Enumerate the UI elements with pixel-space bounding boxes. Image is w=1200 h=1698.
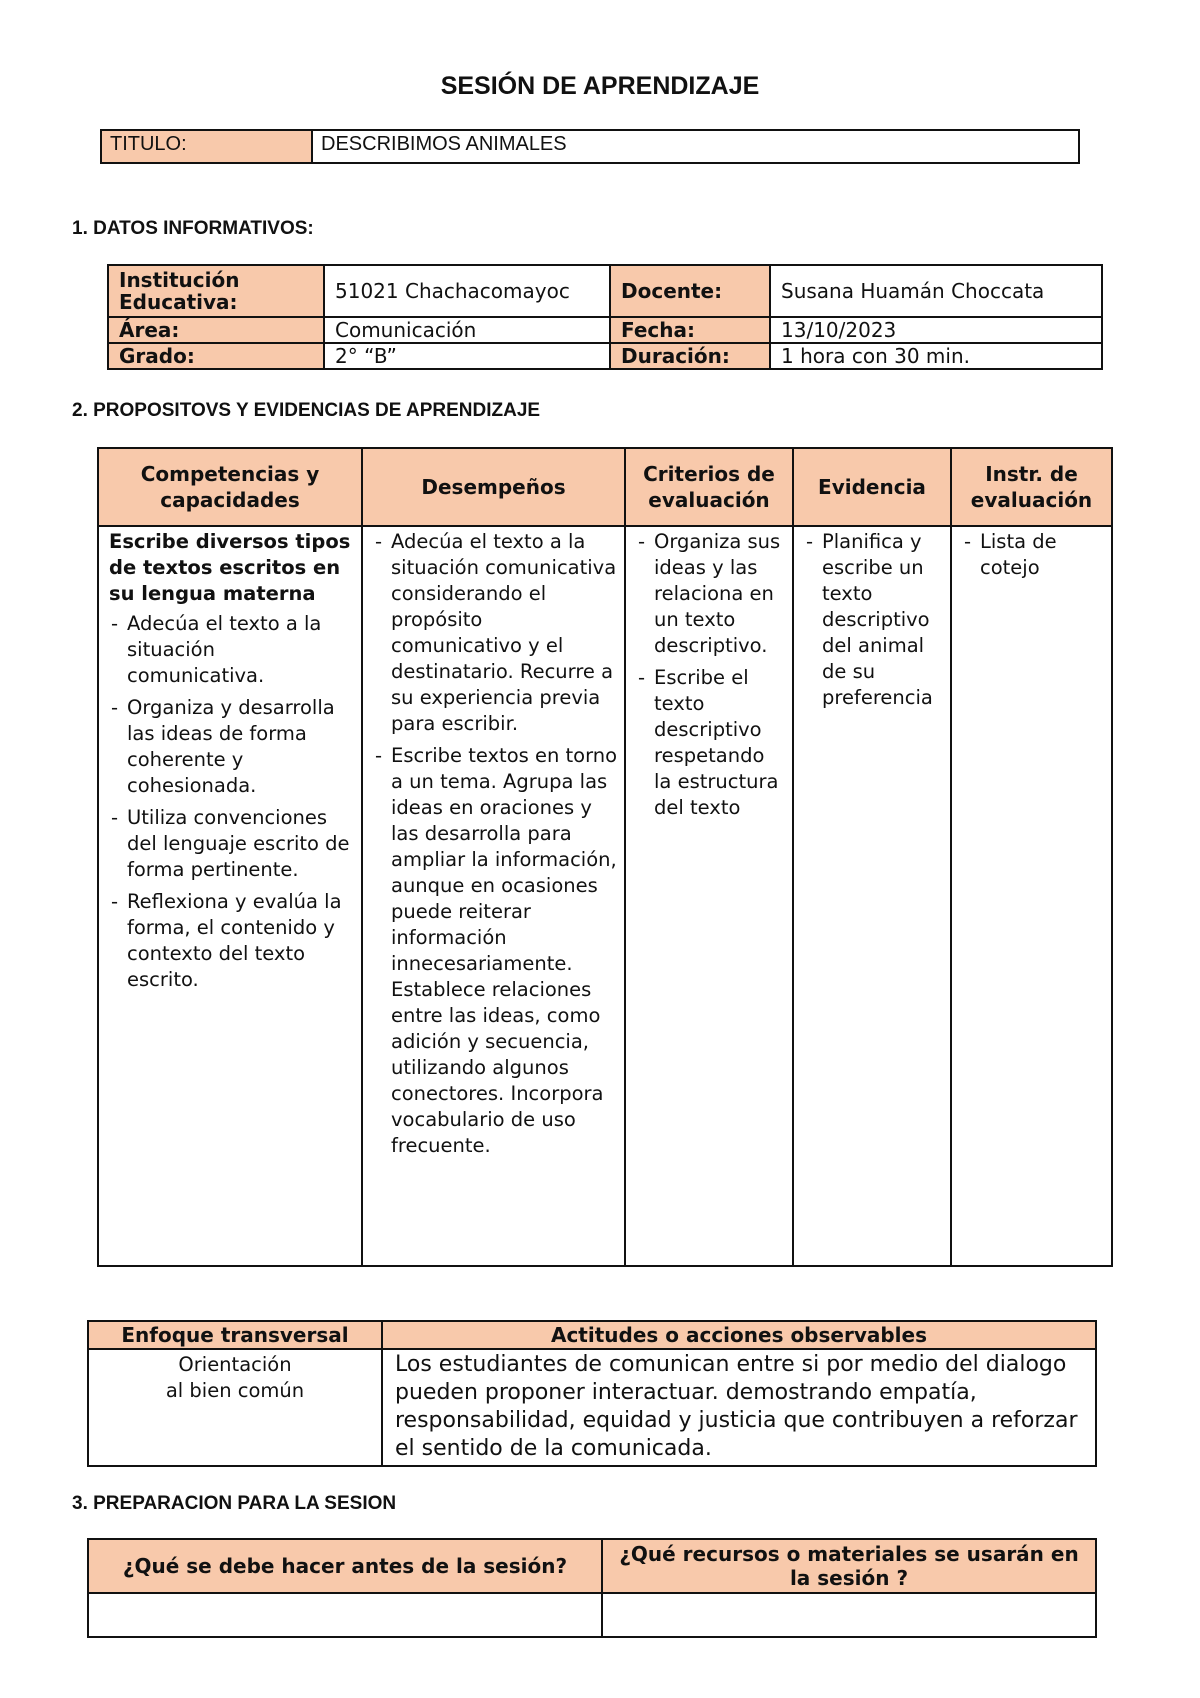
grado-value: 2° “B” (324, 343, 610, 369)
titulo-label: TITULO: (101, 130, 312, 163)
list-item: - Planifica y escribe un texto descriptivo del animal de su preferencia (804, 529, 944, 711)
list-item: - Lista de cotejo (962, 529, 1105, 581)
grado-label: Grado: (108, 343, 324, 369)
evidencia-cell (793, 526, 951, 1266)
recursos-cell (602, 1593, 1096, 1637)
list-item: - Organiza sus ideas y las relaciona en un texto descriptivo. (636, 529, 786, 659)
titulo-value: DESCRIBIMOS ANIMALES (312, 130, 1079, 163)
desempenos-cell (362, 526, 625, 1266)
section-heading-preparacion: 3. PREPARACION PARA LA SESION (72, 1493, 397, 1514)
enfoque-table (87, 1320, 1097, 1467)
list-item: - Escribe textos en torno a un tema. Agrupa las ideas en oraciones y las desarrolla para ampliar la información, aunque en ocasiones puede reiterar información innecesariamente. Establece relaciones entre las ideas, como adición y secuencia, utilizando algunos conectores. Incorpora vocabulario de uso frecuente. (373, 743, 618, 1159)
duracion-value: 1 hora con 30 min. (770, 343, 1102, 369)
institucion-value: 51021 Chachacomayoc (324, 265, 610, 317)
list-item: - Organiza y desarrolla las ideas de forma coherente y cohesionada. (109, 695, 355, 799)
header-enfoque: Enfoque transversal (88, 1321, 382, 1349)
enfoque-line-1: Orientación (178, 1353, 292, 1376)
competencias-cell (98, 526, 362, 1266)
fecha-value: 13/10/2023 (770, 317, 1102, 343)
capacidades-list (109, 611, 355, 993)
header-competencias: Competencias y capacidades (98, 448, 362, 526)
header-instrumento: Instr. de evaluación (951, 448, 1112, 526)
docente-label: Docente: (610, 265, 770, 317)
area-value: Comunicación (324, 317, 610, 343)
criterios-cell (625, 526, 793, 1266)
header-antes: ¿Qué se debe hacer antes de la sesión? (88, 1539, 602, 1593)
enfoque-cell (88, 1349, 382, 1466)
document-title: SESIÓN DE APRENDIZAJE (440, 72, 760, 100)
criterios-list (636, 529, 786, 821)
header-desempenos: Desempeños (362, 448, 625, 526)
docente-value: Susana Huamán Choccata (770, 265, 1102, 317)
desempenos-list (373, 529, 618, 1159)
header-actitudes: Actitudes o acciones observables (382, 1321, 1096, 1349)
header-criterios: Criterios de evaluación (625, 448, 793, 526)
section-heading-propositos: 2. PROPOSITOVS Y EVIDENCIAS DE APRENDIZAJE (72, 400, 541, 421)
evidencia-list (804, 529, 944, 711)
instrumento-list (962, 529, 1105, 581)
list-item: - Reflexiona y evalúa la forma, el contenido y contexto del texto escrito. (109, 889, 355, 993)
list-item: - Adecúa el texto a la situación comunicativa considerando el propósito comunicativo y el destinatario. Recurre a su experiencia previa para escribir. (373, 529, 618, 737)
list-item: - Adecúa el texto a la situación comunicativa. (109, 611, 355, 689)
institucion-label: Institución Educativa: (108, 265, 324, 317)
preparacion-table (87, 1538, 1097, 1638)
duracion-label: Duración: (610, 343, 770, 369)
list-item: - Utiliza convenciones del lenguaje escrito de forma pertinente. (109, 805, 355, 883)
instrumento-cell (951, 526, 1112, 1266)
section-heading-datos: 1. DATOS INFORMATIVOS: (72, 218, 314, 239)
header-evidencia: Evidencia (793, 448, 951, 526)
datos-table (107, 264, 1103, 370)
list-item: - Escribe el texto descriptivo respetando la estructura del texto (636, 665, 786, 821)
antes-cell (88, 1593, 602, 1637)
competencia-title: Escribe diversos tipos de textos escritos en su lengua materna (109, 530, 351, 605)
header-recursos: ¿Qué recursos o materiales se usarán en la sesión ? (602, 1539, 1096, 1593)
fecha-label: Fecha: (610, 317, 770, 343)
titulo-table (100, 129, 1080, 164)
actitudes-cell: Los estudiantes de comunican entre si por medio del dialogo pueden proponer interactuar. demostrando empatía, responsabilidad, equidad y justicia que contribuyen a reforzar el sentido de la comunicada. (382, 1349, 1096, 1466)
propositos-table (97, 447, 1113, 1267)
enfoque-line-2: al bien común (165, 1379, 305, 1402)
area-label: Área: (108, 317, 324, 343)
